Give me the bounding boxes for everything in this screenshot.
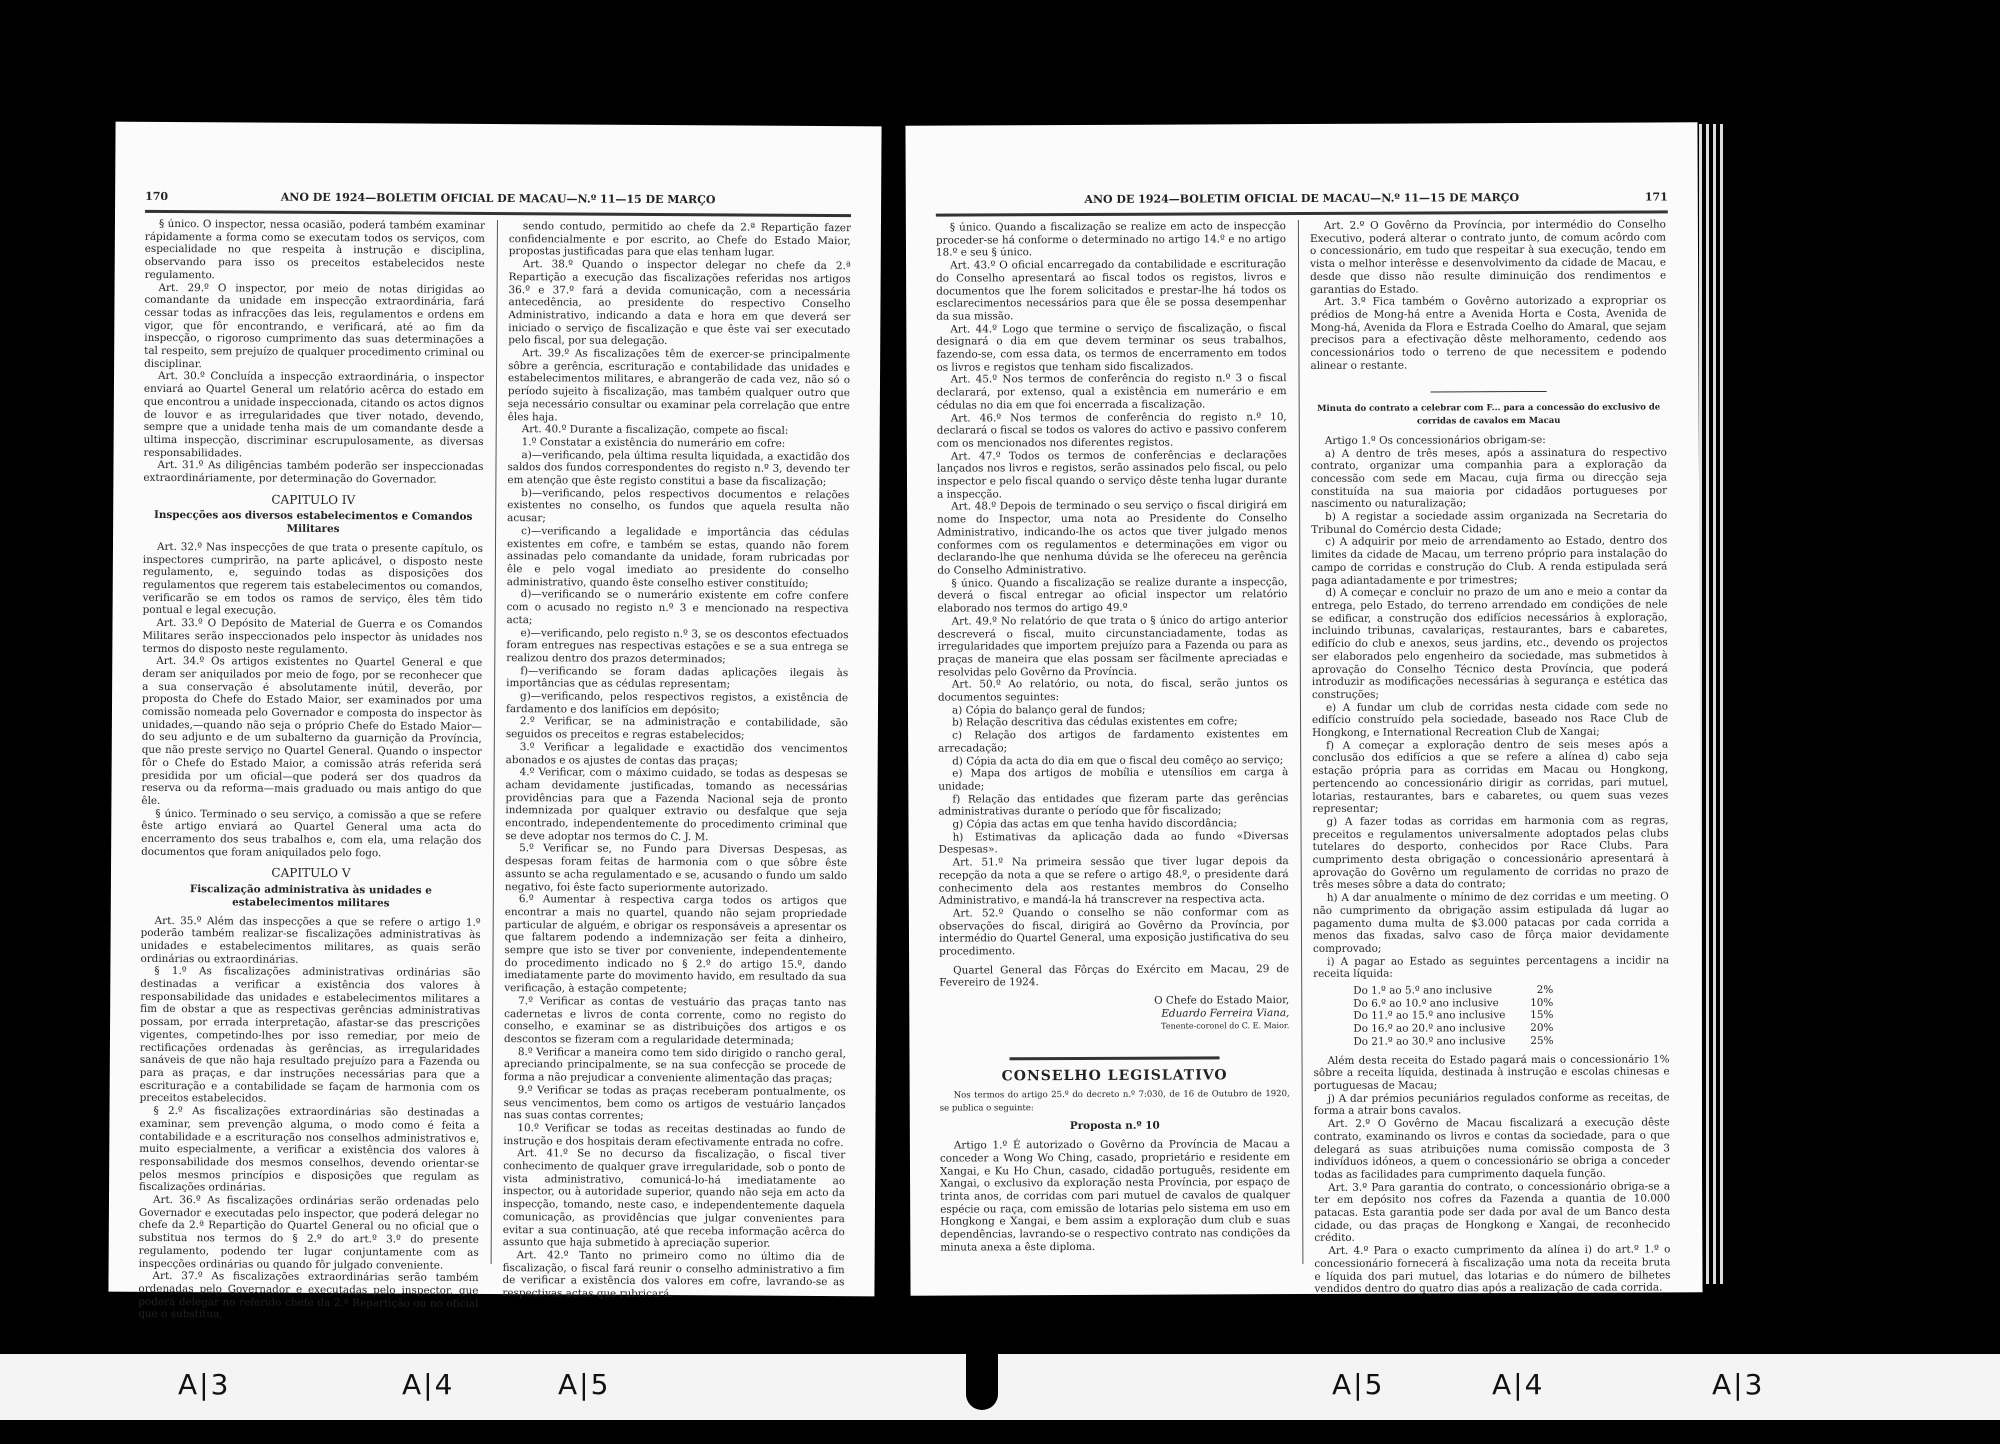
paragraph: Art. 37.º As fiscalizações extraordinárias serão também ordenadas pelo Governador e executadas pelo inspector, que poderá delegar no referido chefe da 2.ª Repartição ou no oficial que o substitua, xyxy=(138,1270,479,1321)
paragraph: d)—verificando se o numerário existente em cofre confere com o acusado no registo n.º 3 e mencionado na respectiva acta; xyxy=(506,588,849,627)
paragraph: Art. 50.º Ao relatório, ou nota, do fiscal, serão juntos os documentos seguintes: xyxy=(937,677,1288,704)
paragraph: § 1.º As fiscalizações administrativas ordinárias são destinadas a verificar a existência dos valores à responsabilidade das unidades e estabelecimentos militares a fim de obstar a que as respectivas gerências administrativas possam, por errada interpretação, afastar-se das prescrições vigentes, competindo-lhes por isso remediar, por meio de rectificações ordenadas às gerências, as irregularidades sanáveis de que não haja resultado prejuízo para a Fazenda ou para as praças, e dar instruções necessárias para que a escrituração e a contabilidade se façam de harmonia com os preceitos estabelecidos. xyxy=(139,965,481,1106)
page-number: 171 xyxy=(1644,190,1668,204)
paragraph: a) A dentro de três meses, após a assinatura do respectivo contrato, organizar uma companhia para a exploração da concessão com sede em Macau, cuja firma ou direcção seja constituída na sua maioria por cidadãos portugueses por nascimento ou naturalização; xyxy=(1310,445,1668,511)
right-column-1 xyxy=(936,220,1291,1276)
table-cell-value: 25% xyxy=(1530,1034,1554,1047)
paragraph: Artigo 1.º Os concessionários obrigam-se: xyxy=(1324,433,1546,447)
council-note: Nos termos do artigo 25.º do decreto n.º 7:030, de 16 de Outubro de 1920, se publica o seguinte: xyxy=(939,1089,1290,1114)
paragraph: Art. 3.º Para garantia do contrato, o concessionário obriga-se a ter em depósito nos cofres da Fazenda a quantia de 10.000 patacas. Esta garantia pode ser dada por aval de um Banco desta cidade, ou das praças de Hongkong e Xangai, de reconhecido crédito. xyxy=(1314,1180,1671,1245)
paragraph: Art. 42.º Tanto no primeiro como no último dia de fiscalização, o fiscal fará reunir o conselho administrativo a fim de verificar a existência dos valores em cofre, lavrando-se as respectivas actas que rubricará. xyxy=(502,1249,845,1301)
table-cell-label: Do 6.º ao 10.º ano inclusive xyxy=(1353,996,1499,1010)
paragraph: § único. O inspector, nessa ocasião, poderá também examinar rápidamente a forma como se executam todos os serviços, com especialidade no que respeita à instrução e disciplina, observando para isso os preceitos estabelecidos neste regulamento. xyxy=(144,217,485,282)
right-page xyxy=(905,122,1702,1295)
column-divider xyxy=(1298,220,1304,1264)
signature-rank: Tenente-coronel do C. E. Maior. xyxy=(1161,1020,1290,1031)
paragraph: i) A pagar ao Estado as seguintes percentagens a incidir na receita líquida: xyxy=(1313,954,1670,981)
paragraph: Art. 49.º No relatório de que trata o § único do artigo anterior descreverá o fiscal, muito circunstanciadamente, todas as irregularidades que importem prejuízo para a Fazenda ou para as praças de maneira que elas possam ser fàcilmente apreciadas e resolvidas pelo Govêrno da Província. xyxy=(937,613,1288,679)
paragraph: § único. Quando a fiscalização se realize em acto de inspecção proceder-se há conforme o determinado no artigo 14.º e no artigo 18.º e seu § único. xyxy=(935,220,1286,260)
paragraph: a)—verificando, pela última resulta liquidada, a exactidão dos saldos dos fundos correspondentes do registo n.º 3, devendo ter em atenção que êste registo constitui a base da fiscalização; xyxy=(507,448,850,489)
film-label: A|4 xyxy=(1492,1368,1545,1401)
paragraph: h) A dar anualmente o mínimo de dez corridas e um meeting. O não cumprimento da obrigação assim estipulada dá lugar ao pagamento duma multa de $3.000 patacas por cada corrida a menos das fixadas, salvo caso de fôrça maior devidamente comprovado; xyxy=(1312,890,1670,955)
paragraph: b) A registar a sociedade assim organizada na Secretaria do Tribunal do Comércio desta Cidade; xyxy=(1311,509,1668,536)
table-cell-label: Do 16.º ao 20.º ano inclusive xyxy=(1353,1022,1506,1035)
film-strip-notch-lower xyxy=(966,1348,998,1410)
paragraph: Art. 33.º O Depósito de Material de Guerra e os Comandos Militares serão inspeccionados pelo inspector às unidades nos termos do disposto neste regulamento. xyxy=(142,617,483,656)
table-cell-label: Do 1.º ao 5.º ano inclusive xyxy=(1353,984,1493,997)
chapter-subtitle: Fiscalização administrativa às unidades e estabelecimentos militares xyxy=(189,883,432,910)
paragraph: 10.º Verificar se todas as receitas destinadas ao fundo de instrução e dos hospitais deram efectivamente entrada no cofre. xyxy=(503,1122,846,1149)
paragraph: 7.º Verificar as contas de vestuário das praças tanto nas cadernetas e livros de conta corrente, como no registo do conselho, e examinar se as distribuições dos artigos e os descontos se fizeram com a regularidade determinada; xyxy=(503,995,847,1047)
page-header xyxy=(145,190,851,210)
paragraph: f) Relação das entidades que fizeram parte das gerências administrativas durante o período que fôr fiscalizado; xyxy=(938,791,1289,818)
paragraph: Art. 31.º As diligências também poderão ser inspeccionadas extraordináriamente, por determinação do Governador. xyxy=(143,459,484,486)
paragraph: e) A fundar um club de corridas nesta cidade com sede no edifício construído pela sociedade, baseado nos Race Club de Hongkong, e International Recreation Club de Xangai; xyxy=(1312,700,1669,739)
table-cell-value: 2% xyxy=(1536,983,1554,997)
film-label: A|3 xyxy=(178,1368,231,1401)
paragraph: Art. 41.º Se no decurso da fiscalização, o fiscal tiver conhecimento de qualquer grave irregularidade, sob o ponto de vista administrativo, comunicá-lo-há imediatamente ao inspector, ou à autoridade superior, quando não seja em acto da inspecção, tomando, neste caso, e independentemente daquela comunicação, as providências que julgar convenientes para evitar a sua continuação, até que receba informação acêrca do assunto que haja submetido à apreciação superior. xyxy=(502,1147,846,1250)
left-page xyxy=(108,122,881,1321)
right-column-2 xyxy=(1309,218,1671,1296)
paragraph: Art. 48.º Depois de terminado o seu serviço o fiscal dirigirá em nome do Inspector, uma nota ao Presidente do Conselho Administrativo, indicando-lhe os actos que tiver julgado menos conformes com os regulamentos e determinações em vigor ou declarando-lhe que nenhuma dúvida se lhe ofereceu na gerência do Conselho Administrativo. xyxy=(937,499,1288,577)
page-number: 170 xyxy=(145,189,169,203)
film-label: A|5 xyxy=(558,1368,611,1401)
paragraph: f)—verificando se foram dadas aplicações ilegais às importâncias que as cédulas representam; xyxy=(506,664,849,691)
paragraph: Art. 52.º Quando o conselho se não conformar com as observações do fiscal, dirigirá ao Govêrno da Província, por intermédio do Quartel General, uma exposição justificativa do seu procedimento. xyxy=(938,906,1290,958)
paragraph: Art. 34.º Os artigos existentes no Quartel General e que deram ser aniquilados por meio de fogo, por se reconhecer que a sua conservação é absolutamente inútil, deverão, por proposta do Chefe do Estado Maior, ser examinados por uma comissão nomeada pelo Governador e composta do inspector às unidades,—quando não seja o próprio Chefe do Estado Maior—do seu adjunto e de um subalterno da guarnição da Província, que não preste serviço no Quartel General. Quando o inspector fôr o Chefe do Estado Maior, a comissão atrás referida será presidida por um oficial—que poderá ser dos quadros da reserva ou da reforma—mais graduado ou mais antigo do que êle. xyxy=(141,655,483,807)
paragraph: c)—verificando a legalidade e importância das cédulas existentes em cofre, e também se estas, quando não forem assinadas pelo comandante da unidade, foram rubricadas por êle e pelo vogal imediato ao presidente do conselho administrativo, quando êste conselho estiver constituído; xyxy=(506,525,850,590)
paragraph: 2.º Verificar, se na administração e contabilidade, são seguidos os preceitos e regras estabelecidos; xyxy=(505,715,848,742)
signature-title: O Chefe do Estado Maior, xyxy=(1154,994,1290,1007)
paragraph: Além desta receita do Estado pagará mais o concessionário 1% sôbre a receita líquida, destinada à instrução e escolas chinesas e portuguesas de Macau; xyxy=(1313,1053,1670,1092)
page-header xyxy=(936,190,1668,209)
paragraph: c) A adquirir por meio de arrendamento ao Estado, dentro dos limites da cidade de Macau, um terreno próprio para instalação do campo de corridas e construção do Club. A renda estipulada será paga adiantadamente e por trimestres; xyxy=(1311,534,1668,587)
paragraph: Art. 4.º Para o exacto cumprimento da alínea i) do art.º 1.º o concessionário fornecerá à fiscalização uma nota da receita bruta e líquida dos pari mutuel, das lotarias e do número de bilhetes vendidos dentro do quatro dias após a realização de cada corrida. xyxy=(1314,1243,1671,1296)
paragraph: Art. 32.º Nas inspecções de que trata o presente capítulo, os inspectores cumprirão, na parte aplicável, o disposto neste regulamento, e, seguindo todas as disposições dos regulamentos que regerem tais estabelecimentos ou comandos, verificarão se em todos os ramos de serviço, êles têm tido pontual e legal execução. xyxy=(142,540,484,618)
left-column-2 xyxy=(502,220,851,1301)
minuta-title: Minuta do contrato a celebrar com F... para a concessão do exclusivo de corridas de cavalos em Macau xyxy=(1317,402,1661,427)
section-rule xyxy=(1010,1057,1220,1061)
paragraph: e)—verificando, pelo registo n.º 3, se os descontos efectuados foram entregues nas respectivas estações e se a sua entrega se realizou dentro dos prazos determinados; xyxy=(506,626,849,666)
table-cell-value: 15% xyxy=(1530,1009,1554,1022)
date-line: Quartel General das Fôrças do Exército em Macau, 29 de Fevereiro de 1924. xyxy=(939,962,1290,990)
paragraph: Art. 40.º Durante a fiscalização, compete ao fiscal: xyxy=(521,423,789,438)
paragraph: Art. 2.º O Govêrno da Província, por intermédio do Conselho Executivo, poderá alterar o contrato junto, de comum acôrdo com o concessionário, em tudo que respeitar à sua execução, tendo em vista o melhor interêsse e desenvolvimento da cidade de Macau, e desde que disso não resulte diminuição dos rendimentos e garantias do Estado. xyxy=(1309,218,1667,296)
paragraph: g)—verificando, pelos respectivos registos, a existência de fardamento e dos lanifícios em depósito; xyxy=(505,690,849,717)
paragraph: Art. 43.º O oficial encarregado da contabilidade e escrituração do Conselho apresentará ao fiscal todos os registos, livros e documentos que lhe forem solicitados e prestar-lhe há todos os esclarecimentos necessários para que êle se possa desempenhar da sua missão. xyxy=(936,258,1287,323)
paragraph: § único. Quando a fiscalização se realize durante a inspecção, deverá o fiscal entregar ao oficial inspector um relatório elaborado nos termos do artigo 49.º xyxy=(937,575,1288,615)
paragraph: Art. 38.º Quando o inspector delegar no chefe da 2.ª Repartição a execução das fiscalizações referidas nos artigos 36.º e 37.º fará a devida comunicação, com a necessária antecedência, ao presidente do respectivo Conselho Administrativo, indicando a data e hora em que deverá ser iniciado o serviço de fiscalização e que êste vai ser executado pelo fiscal, por sua delegação. xyxy=(508,258,851,348)
paragraph: Artigo 1.º É autorizado o Govêrno da Província de Macau a conceder a Wong Wo Ching, casado, proprietário e residente em Xangai, e Ku Ho Chun, casado, cidadão português, residente em Xangai, o exclusivo da exploração nesta Província, por espaço de trinta anos, de corridas com pari mutuel de cavalos de qualquer espécie ou raça, com emissão de lotarias pelo sistema em uso em Hongkong e Xangai, e bem assim a exploração dum club e suas dependências, lavrando-se o respectivo contrato nas condições da minuta anexa a êste diploma. xyxy=(939,1138,1291,1254)
paragraph: Art. 3.º Fica também o Govêrno autorizado a expropriar os prédios de Mong-há entre a Avenida Horta e Costa, Avenida de Mong-há, Avenida da Flora e Estrada Coelho do Amaral, que sejam precisos para a efectivação dêste melhoramento, cedendo aos concessionários todo o terreno de que necessitem e podendo alinear o restante. xyxy=(1310,294,1667,372)
paragraph: 1.º Constatar a existência do numerário em cofre: xyxy=(521,436,786,450)
paragraph: § 2.º As fiscalizações extraordinárias são destinadas a examinar, sem prevenção alguma, o modo como é feita a contabilidade e a escrituração nos conselhos administrativos e, muito especialmente, a verificar a existência dos valores à responsabilidade dos mesmos conselhos, devendo orientar-se pelos mesmos princípios e disposições que regulam as fiscalizações ordinárias. xyxy=(139,1105,480,1194)
proposal-title: Proposta n.º 10 xyxy=(1069,1120,1160,1133)
film-label: A|4 xyxy=(402,1368,455,1401)
paragraph: b)—verificando, pelos respectivos documentos e relações existentes no conselho, os fundos que aquela resulta não acusar; xyxy=(507,486,850,525)
paragraph: f) A começar a exploração dentro de seis meses após a conclusão dos edifícios a que se refere a alínea d) cabo seja estação própria para as corridas em Macau ou Hongkong, pertencendo ao concessionário dirigir as corridas, pari mutuel, lotarias, restaurantes, bars e cabaretes, ou quem suas vezes representar; xyxy=(1312,738,1669,816)
column-divider xyxy=(491,220,498,1264)
film-label: A|3 xyxy=(1712,1368,1765,1401)
paragraph: Art. 45.º Nos termos de conferência do registo n.º 3 o fiscal declarará, por extenso, qual a existência em numerário e em cédulas no dia em que foi encerrada a fiscalização. xyxy=(936,372,1287,412)
table-cell-label: Do 21.º ao 30.º ano inclusive xyxy=(1353,1035,1506,1048)
paragraph: h) Estimativas da aplicação dada ao fundo «Diversas Despesas». xyxy=(938,829,1289,857)
paragraph: e) Mapa dos artigos de mobília e utensílios em carga à unidade; xyxy=(938,766,1289,793)
paragraph: 6.º Aumentar à respectiva carga todos os artigos que encontrar a mais no quartel, quando não sejam propriedade particular de alguém, e obrigar os responsáveis a apresentar os que faltarem podendo a indemnização ser feita a dinheiro, sempre que isto se tiver por conveniente, independentemente do procedimento indicado no § 2.º do artigo 15.º, dando imediatamente parte do movimento havido, em resultado da sua verificação, à estação competente; xyxy=(504,893,847,996)
paragraph: d) Cópia da acta do dia em que o fiscal deu comêço ao serviço; xyxy=(952,753,1284,768)
paragraph: Art. 47.º Todos os termos de conferências e declarações lançados nos livros e registos, serão assinados pelo fiscal, ou pelo inspector e pelo fiscal quando o serviço dêste tenha lugar durante a inspecção. xyxy=(936,448,1288,501)
paragraph: a) Cópia do balanço geral de fundos; xyxy=(951,703,1146,717)
paragraph: Art. 39.º As fiscalizações têm de exercer-se principalmente sôbre a gerência, escrituração e contabilidade das unidades e estabelecimentos militares, e abrangerão de cada vez, não só o período sujeito à fiscalização, mas também qualquer outro que seja necessário consultar ou examinar pela correlação que entre êles haja. xyxy=(507,347,851,423)
left-column-1 xyxy=(138,217,485,1321)
paragraph: Art. 29.º O inspector, por meio de notas dirigidas ao comandante da unidade em inspecção extraordinária, fará cessar todas as infracções das leis, regulamentos e ordens em vigor, que fôr encontrando, e verificará, até ao fim da inspecção, o rigoroso cumprimento das suas determinações a tal respeito, sem prejuízo de qualquer procedimento criminal ou disciplinar. xyxy=(144,281,485,370)
paragraph: g) Cópia das actas em que tenha havido discordância; xyxy=(952,817,1238,831)
paragraph: b) Relação descritiva das cédulas existentes em cofre; xyxy=(952,715,1238,729)
separator-rule xyxy=(1431,391,1547,393)
paragraph: Art. 44.º Logo que termine o serviço de fiscalização, o fiscal designará o dia em que devem terminar os seus trabalhos, fazendo-se, com essa data, os termos de encerramento em todos os livros e registos que tenham sido fiscalizados. xyxy=(936,321,1287,374)
paragraph: Art. 30.º Concluída a inspecção extraordinária, o inspector enviará ao Quartel General um relatório acêrca do estado em que encontrou a unidade inspeccionada, citando os actos dignos de louvor e as irregularidades que tiver notado, devendo, sempre que a unidade tenha mais de um comandante desde a ultima inspecção, discriminar escrupulosamente, as diversas responsabilidades. xyxy=(143,370,485,460)
chapter-subtitle: Inspecções aos diversos estabelecimentos e Comandos Militares xyxy=(153,509,473,536)
paragraph: g) A fazer todas as corridas em harmonia com as regras, preceitos e regulamentos universalmente adoptados pelas clubs tutelares do desporto, conhecidos por Race Clubs. Para cumprimento desta obrigação o concessionário apresentará à aprovação do Govêrno um regulamento de corridas no prazo de três meses sôbre a data do contrato; xyxy=(1312,814,1669,892)
film-label: A|5 xyxy=(1332,1368,1385,1401)
table-cell-label: Do 11.º ao 15.º ano inclusive xyxy=(1353,1009,1506,1023)
header-rule xyxy=(145,210,851,217)
paragraph: 8.º Verificar a maneira como tem sido dirigido o rancho geral, apreciando principalmente, se na sua confecção se procede de forma a não prejudicar a conveniente alimentação das praças; xyxy=(503,1045,846,1086)
chapter-title: CAPITULO V xyxy=(271,866,351,881)
table-cell-value: 10% xyxy=(1530,996,1554,1009)
paragraph: sendo contudo, permitido ao chefe da 2.ª Repartição fazer confidencialmente e por escrito, ao Chefe do Estado Maior, propostas justificadas para que elas tenham lugar. xyxy=(508,220,851,260)
header-title: ANO DE 1924—BOLETIM OFICIAL DE MACAU—N.º 11—15 DE MARÇO xyxy=(280,190,716,207)
paragraph: Art. 46.º Nos termos de conferência do registo n.º 10, declarará o fiscal se todos os valores do activo e passivo conferem com os mencionados nos diferentes registos. xyxy=(936,410,1287,450)
table-row xyxy=(1353,1034,1669,1048)
header-title: ANO DE 1924—BOLETIM OFICIAL DE MACAU—N.º 11—15 DE MARÇO xyxy=(1084,191,1520,206)
paragraph: Art. 2.º O Govêrno de Macau fiscalizará a execução dêste contrato, examinando os livros e contas da sociedade, para o que delegará as suas atribuições numa comissão composta de 3 indivíduos idóneos, a quem o concessionário se obriga a conceder todas as facilidades para cumprimento daquela função. xyxy=(1313,1116,1671,1181)
section-title: CONSELHO LEGISLATIVO xyxy=(1001,1067,1228,1085)
paragraph: 5.º Verificar se, no Fundo para Diversas Despesas, as despesas foram feitas de harmonia com o que sôbre êste assunto se acha regulamentado e se, acusando o fundo um saldo negativo, foi êste facto superiormente autorizado. xyxy=(504,842,848,895)
paragraph: 3.º Verificar a legalidade e exactidão dos vencimentos abonados e os ajustes de contas das praças; xyxy=(505,740,848,768)
paragraph: § único. Terminado o seu serviço, a comissão a que se refere êste artigo enviará ao Quartel General uma acta do encerramento dos seus trabalhos e, com ela, uma relação dos documentos que foram aniquilados pelo fogo. xyxy=(141,807,482,860)
paragraph: j) A dar prémios pecuniários regulados conforme as receitas, de forma a atrair bons cavalos. xyxy=(1313,1091,1670,1118)
percentage-table xyxy=(1353,983,1669,1048)
paragraph: 9.º Verificar se todas as praças receberam pontualmente, os seus vencimentos, bem como os artigos de vestuário lançados nas suas contas correntes; xyxy=(503,1083,846,1123)
paragraph: Art. 36.º As fiscalizações ordinárias serão ordenadas pelo Governador e executadas pelo inspector, que poderá delegar no chefe da 2.ª Repartição do Quartel General ou no oficial que o substitua nos termos do § 2.º do art.º 3.º do presente regulamento, podendo ter lugar conjuntamente com as inspecções ordinárias ou quando fôr julgado conveniente. xyxy=(138,1193,480,1272)
table-cell-value: 20% xyxy=(1530,1022,1554,1035)
header-rule xyxy=(936,210,1668,216)
paragraph: c) Relação dos artigos de fardamento existentes em arrecadação; xyxy=(938,728,1289,755)
paragraph: Art. 51.º Na primeira sessão que tiver lugar depois da recepção da nota a que se refere o artigo 48.º, o presidente dará conhecimento dela aos restantes membros do Conselho Administrativo, e mandá-la há transcrever na respectiva acta. xyxy=(938,855,1289,907)
paragraph: 4.º Verificar, com o máximo cuidado, se todas as despesas se acham devidamente justificadas, tomando as necessárias providências para que a Fazenda Nacional seja de pronto indemnizada por qualquer extravio ou desfalque que seja encontrado, independentemente do procedimento criminal que se deve adoptar nos termos do C. J. M. xyxy=(505,766,848,844)
signature-name: Eduardo Ferreira Viana, xyxy=(1161,1006,1290,1020)
paragraph: Art. 35.º Além das inspecções a que se refere o artigo 1.º poderão também realizar-se fiscalizações administrativas às unidades e estabelecimentos militares, as quais serão ordinárias ou extraordinárias. xyxy=(140,914,481,966)
paragraph: d) A começar e concluir no prazo de um ano e meio a contar da entrega, pelo Estado, do terreno arrendado em condições de nele se edificar, a construção dos edifícios necessários à exploração, incluindo tribunas, cavalariças, restaurantes, bars e cabaretes, edifício do club e anexos, seus jardins, etc., devendo os projectos ser elaborados pelo engenheiro da sociedade, mas submetidos à aprovação do Conselho Técnico desta Província, que poderá introduzir as modificações necessárias à segurança e estética das construções; xyxy=(1311,585,1668,701)
chapter-title: CAPITULO IV xyxy=(271,492,356,507)
